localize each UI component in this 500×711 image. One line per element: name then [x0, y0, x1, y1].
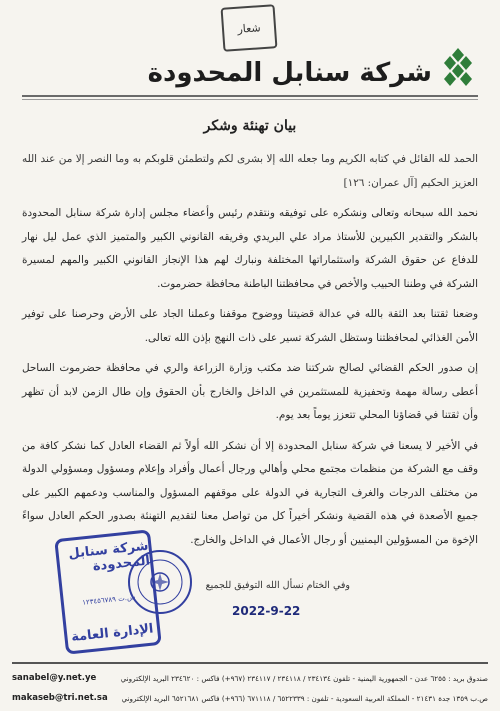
footer-address-saudi: ص.ب ١٣٥٩ جدة ٢١٤٣١ - المملكة العربية السعودية - تلفون : ٦٥٢٢٣٣٩ / ٦٧١١١٨ (٩٦٦+) فاكس ٦٥٢١٦٨١ البريد الإلكتروني [121, 693, 488, 703]
closing-line: وفي الختام نسأل الله التوفيق للجميع [205, 580, 350, 591]
document-date: 2022-9-22 [232, 604, 301, 618]
company-logo-icon [438, 46, 478, 90]
paragraph-verdict: إن صدور الحكم القضائي لصالح شركتنا ضد مكتب وزارة الزراعة والري في محافظة حضرموت الساحل أعطى رسالة مهمة وتحفيزية للمستثمرين في الداخل والخارج بأن الحقوق وإن طال الزمن لابد أن تظهر وأن ثقتنا في قضاؤنا المحلي تتعزز يوماً بعد يوم. [22, 362, 478, 421]
stamp-registration: س.ت ١٢٣٤٥٦٧٨٩ [81, 592, 136, 607]
company-name: شركة سنابل المحدودة [147, 58, 432, 88]
footer-divider [12, 662, 488, 664]
header-divider-thin [22, 99, 478, 100]
top-seal-text: شعار [236, 20, 262, 36]
footer-line-yemen [12, 673, 488, 683]
footer-line-saudi [12, 693, 488, 703]
paragraph-trust: وضعنا ثقتنا بعد الثقة بالله في عدالة قضيتنا ووضوح موقفنا وعملنا الجاد على الأرض وحرصنا على توفير الأمن الغذائي لمحافظتنا وستظل الشركة تسير على ذات النهج بإذن الله تعالى. [22, 308, 478, 344]
paragraph-final-thanks: في الأخير لا يسعنا في شركة سنابل المحدودة إلا أن نشكر الله أولاً ثم القضاء العادل كما نشكر كافة من وقف مع الشركة من منظمات مجتمع محلي وأهالي ورجال أعمال وأفراد وإعلام ومسؤول ومسؤولي الدولة من مختلف الدرجات والغرف التجارية في الدولة على موقفهم المسؤول والمناسب ودعمهم الكبير على جميع الأصعدة في هذه القضية ونشكر أخيراً كل من تواصل معنا لتقديم التهنئة بصدور الحكم العادل سواءً الإخوة من المسؤولين اليمنيين أو رجال الأعمال في الداخل والخارج. [22, 439, 478, 546]
document-title: بيان تهنئة وشكر [203, 118, 297, 134]
paragraph-verse: الحمد لله القائل في كتابه الكريم وما جعله الله إلا بشرى لكم ولتطمئن قلوبكم به وما النصر إلا من عند الله العزيز الحكيم [آل عمران: ١٢٦] [22, 153, 478, 189]
top-seal-logo [221, 4, 278, 52]
footer-email-saudi[interactable]: makaseb@tri.net.sa [12, 693, 108, 703]
round-stamp-icon [126, 548, 194, 616]
header-divider [22, 95, 478, 97]
paragraph-thanks: نحمد الله سبحانه وتعالى ونشكره على توفيقه ونتقدم رئيس وأعضاء مجلس إدارة شركة سنابل المحدودة بالشكر والتقدير الكبيرين للأستاذ مراد علي البريدي وفريقه القانوني الكبير والمتميز الذي عمل ليل نهار للدفاع عن حقوق الشركة واستثماراتها المختلفة ونبارك لهم هذا الإنجاز القانوني الكبير والمهم لمسيرة الشركة في وطننا الحبيب والأخص في محافظتنا الباطنة محافظة حضرموت. [22, 207, 478, 290]
stamp-department: الإدارة العامة [70, 621, 155, 646]
footer-address-yemen: صندوق بريد : ٦٢٥٥ عدن - الجمهورية اليمنية - تلفون ٢٣٤١٣٤ / ٢٣٤١١٨ / ٢٣٤١١٧ (٩٦٧+) فاكس : ٢٣٤٦٢٠ البريد الإلكتروني [120, 673, 488, 683]
stamp-company-name: شركة سنابل المحدودة [67, 538, 151, 575]
footer-email-yemen[interactable]: sanabel@y.net.ye [12, 673, 97, 683]
document-body [22, 148, 478, 559]
